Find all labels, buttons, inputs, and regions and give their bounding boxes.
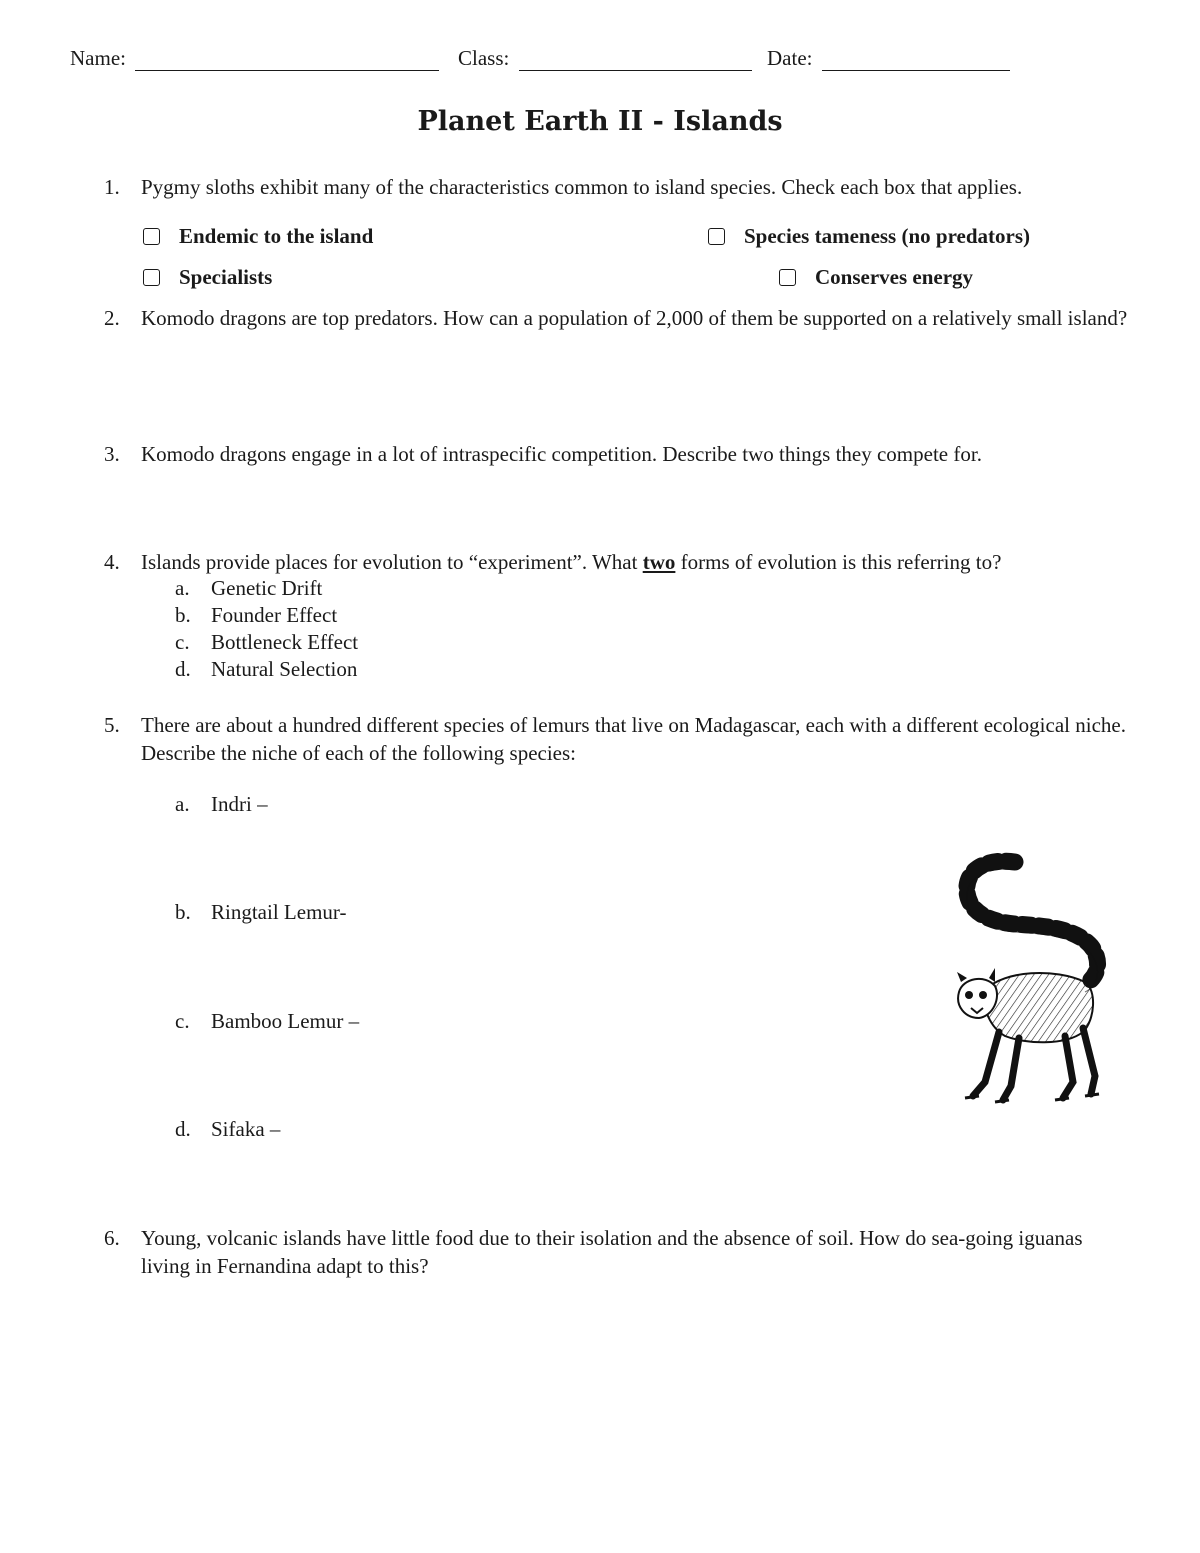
choice-text: Genetic Drift — [211, 576, 323, 600]
choice-text: Natural Selection — [211, 657, 358, 681]
question-number: 1. — [104, 175, 120, 199]
emphasis-two: two — [642, 550, 676, 574]
checkbox[interactable] — [143, 269, 160, 286]
item-letter: c. — [175, 1009, 190, 1033]
question-text-before: Islands provide places for evolution to “experiment”. What — [141, 550, 643, 574]
option-label: Conserves energy — [815, 265, 974, 289]
option-label: Specialists — [179, 265, 273, 289]
option-label: Endemic to the island — [179, 224, 374, 248]
date-line[interactable] — [822, 50, 1010, 71]
choice-text: Founder Effect — [211, 603, 338, 627]
option-conserves-energy[interactable] — [779, 263, 973, 291]
checkbox[interactable] — [708, 228, 725, 245]
item-text: Ringtail Lemur- — [211, 900, 347, 924]
choice-letter: a. — [175, 576, 190, 600]
option-specialists[interactable] — [143, 263, 272, 291]
class-label: Class: — [458, 46, 510, 70]
date-label: Date: — [767, 46, 813, 70]
option-endemic[interactable] — [143, 222, 373, 250]
item-text: Bamboo Lemur – — [211, 1009, 360, 1033]
question-text: Komodo dragons are top predators. How can a population of 2,000 of them be supported on a relatively small island? — [141, 306, 1128, 330]
question-number: 6. — [104, 1226, 120, 1250]
item-letter: b. — [175, 900, 191, 924]
question-text: There are about a hundred different species of lemurs that live on Madagascar, each with a different ecological niche. Describe the niche of each of the following species: — [141, 713, 1126, 765]
question-number: 5. — [104, 713, 120, 737]
item-text: Indri – — [211, 792, 268, 816]
lemur-svg — [945, 850, 1110, 1112]
item-text: Sifaka – — [211, 1117, 281, 1141]
item-letter: a. — [175, 792, 190, 816]
question-text-after: forms of evolution is this referring to? — [675, 550, 1002, 574]
checkbox[interactable] — [779, 269, 796, 286]
question-text — [141, 548, 1131, 576]
page-title: Planet Earth II - Islands — [417, 106, 783, 137]
question-number: 3. — [104, 442, 120, 466]
name-label: Name: — [70, 46, 126, 70]
question-number: 4. — [104, 550, 120, 574]
option-tameness[interactable] — [708, 222, 1030, 250]
option-label: Species tameness (no predators) — [744, 224, 1031, 248]
ringtail-lemur-illustration — [945, 850, 1110, 1112]
date-field[interactable] — [767, 46, 1010, 71]
question-text: Komodo dragons engage in a lot of intraspecific competition. Describe two things they compete for. — [141, 442, 982, 466]
class-line[interactable] — [519, 50, 752, 71]
question-number: 2. — [104, 306, 120, 330]
choice-letter: b. — [175, 603, 191, 627]
name-line[interactable] — [135, 50, 439, 71]
question-text: Young, volcanic islands have little food due to their isolation and the absence of soil. How do sea-going iguanas living in Fernandina adapt to this? — [141, 1226, 1083, 1278]
checkbox[interactable] — [143, 228, 160, 245]
choice-letter: d. — [175, 657, 191, 681]
question-text: Pygmy sloths exhibit many of the characteristics common to island species. Check each box that applies. — [141, 175, 1023, 199]
item-letter: d. — [175, 1117, 191, 1141]
class-field[interactable] — [458, 46, 752, 71]
name-field[interactable] — [70, 46, 439, 71]
choice-letter: c. — [175, 630, 190, 654]
choice-text: Bottleneck Effect — [211, 630, 359, 654]
